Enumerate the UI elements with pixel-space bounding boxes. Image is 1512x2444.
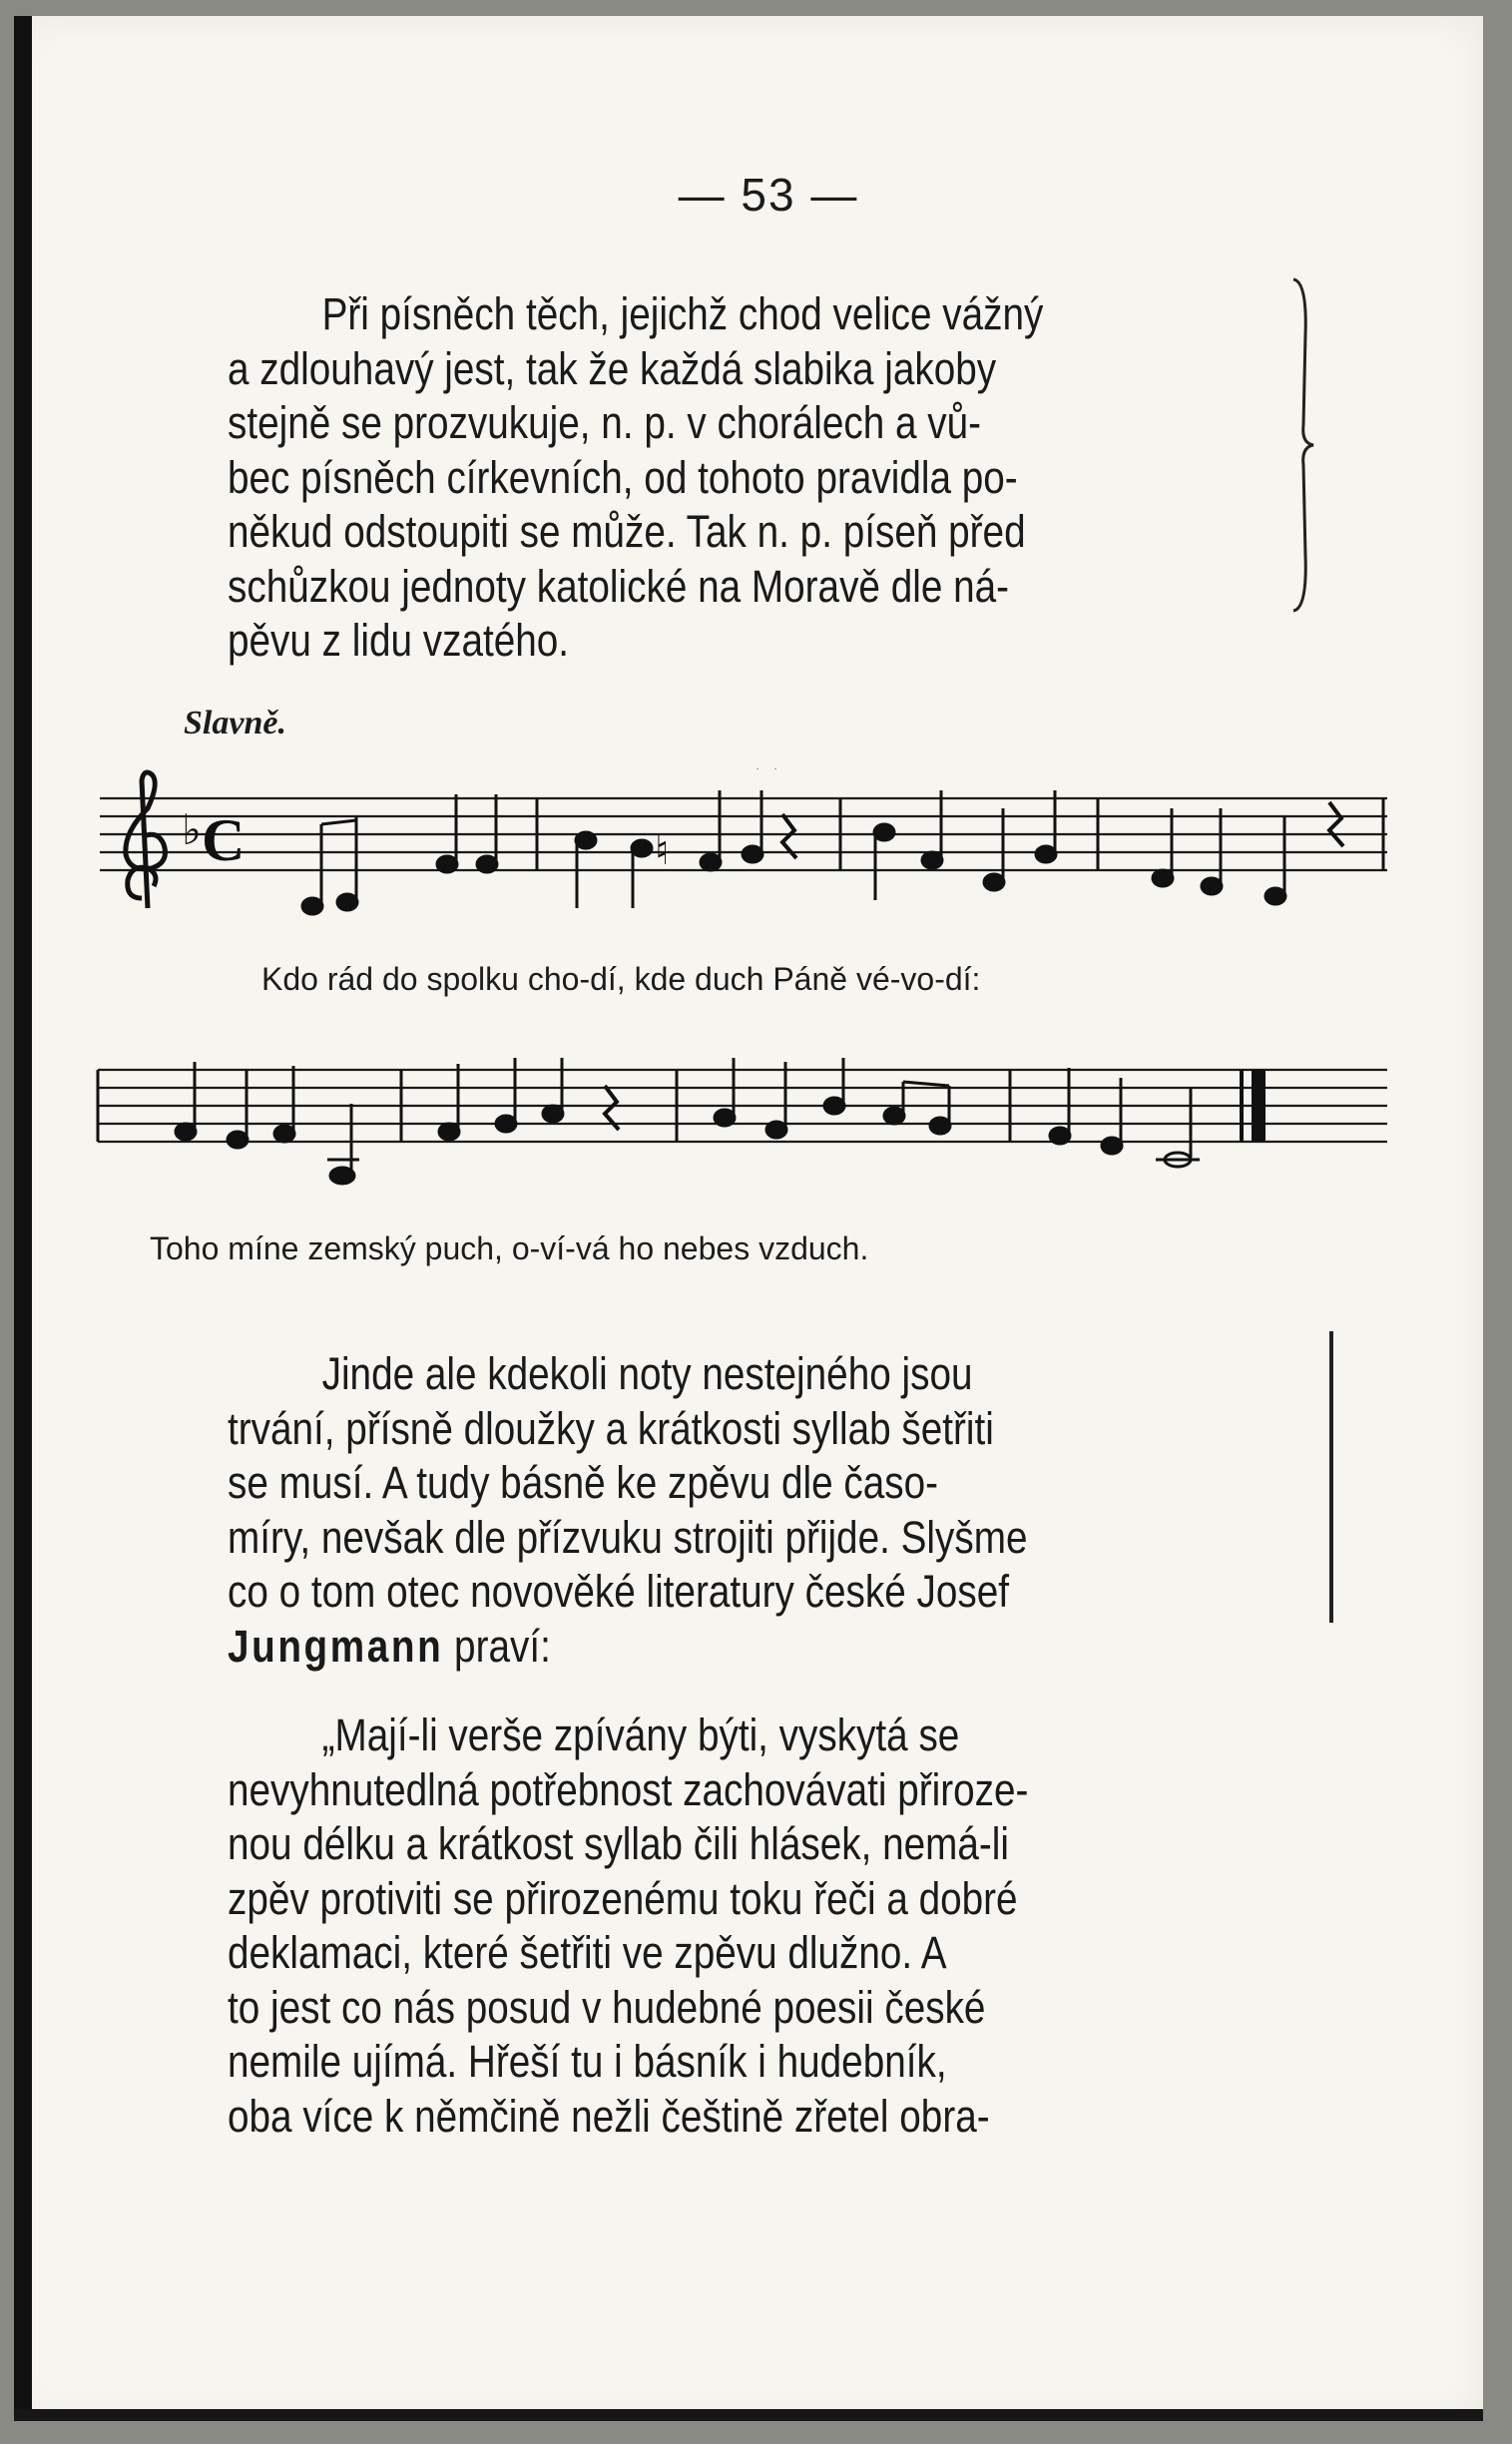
margin-brace-icon <box>1287 275 1317 615</box>
paragraph-3-line: zpěv protiviti se přirozenému toku řeči a dobré <box>228 1872 1018 1924</box>
paragraph-3-line: nevyhnutedlná potřebnost zachovávati přiroze- <box>228 1763 1029 1815</box>
paragraph-1-line: pěvu z lidu vzatého. <box>228 615 570 666</box>
paragraph-3 <box>228 1709 1129 2144</box>
paragraph-2 <box>228 1347 1129 1674</box>
paragraph-3-line: nemile ujímá. Hřeší tu i básník i hudebník, <box>228 2036 947 2087</box>
paragraph-2-line: co o tom otec novověké literatury české Josef <box>228 1566 1009 1617</box>
natural-sign-icon: ♮ <box>655 828 670 874</box>
lyrics-line-1: Kdo rád do spolku cho-dí, kde duch Páně vé-vo-dí: <box>261 961 981 997</box>
paragraph-1-line: schůzkou jednoty katolické na Moravě dle ná- <box>228 560 1010 612</box>
paragraph-3-line: oba více k němčině nežli češtině zřetel obra- <box>228 2090 990 2142</box>
paragraph-2-line: Jinde ale kdekoli noty nestejného jsou <box>321 1348 973 1399</box>
paragraph-1 <box>228 287 1129 669</box>
tempo-marking: Slavně. <box>184 705 286 741</box>
common-time-icon: C <box>202 807 246 873</box>
flat-sign-icon: ♭ <box>182 805 202 854</box>
page-number: — 53 — <box>678 169 859 221</box>
lyrics-line-2: Toho míne zemský puch, o-ví-vá ho nebes vzduch. <box>150 1230 869 1266</box>
music-staff-2 <box>90 1058 1407 1237</box>
music-staff-1 <box>90 768 1407 958</box>
paragraph-2-line: míry, nevšak dle přízvuku strojiti přijde. Slyšme <box>228 1511 1028 1563</box>
paragraph-3-line: „Mají-li verše zpívány býti, vyskytá se <box>321 1710 960 1760</box>
author-name: Jungmann <box>228 1620 444 1672</box>
rest-icon <box>782 802 1343 858</box>
paragraph-2-last-line <box>228 1620 1129 1675</box>
paragraph-3-line: to jest co nás posud v hudebné poesii české <box>228 1981 986 2033</box>
paragraph-1-line: Při písněch těch, jejichž chod velice vážný <box>321 288 1044 339</box>
paragraph-2-tail: praví: <box>443 1620 551 1672</box>
paragraph-1-line: stejně se prozvukuje, n. p. v chorálech a vů- <box>228 397 982 448</box>
page-left-edge <box>14 16 32 2421</box>
margin-brace-icon <box>1311 1327 1341 1627</box>
page-bottom-edge <box>14 2409 1483 2421</box>
paragraph-2-line: trvání, přísně dloužky a krátkosti syllab šetřiti <box>228 1402 994 1454</box>
paragraph-1-line: bec písněch církevních, od tohoto pravidla po- <box>228 451 1018 503</box>
paragraph-1-line: a zdlouhavý jest, tak že každá slabika jakoby <box>228 342 997 394</box>
paragraph-1-line: někud odstoupiti se může. Tak n. p. píseň před <box>228 506 1026 557</box>
treble-clef-icon <box>126 772 166 908</box>
paragraph-3-line: deklamaci, které šetřiti ve zpěvu dlužno. A <box>228 1927 947 1978</box>
paragraph-2-line: se musí. A tudy básně ke zpěvu dle časo- <box>228 1457 939 1508</box>
paragraph-3-line: nou délku a krátkost syllab čili hlásek, nemá-li <box>228 1818 1009 1869</box>
note-group <box>176 1058 1200 1184</box>
final-barline-icon <box>1240 1070 1265 1142</box>
